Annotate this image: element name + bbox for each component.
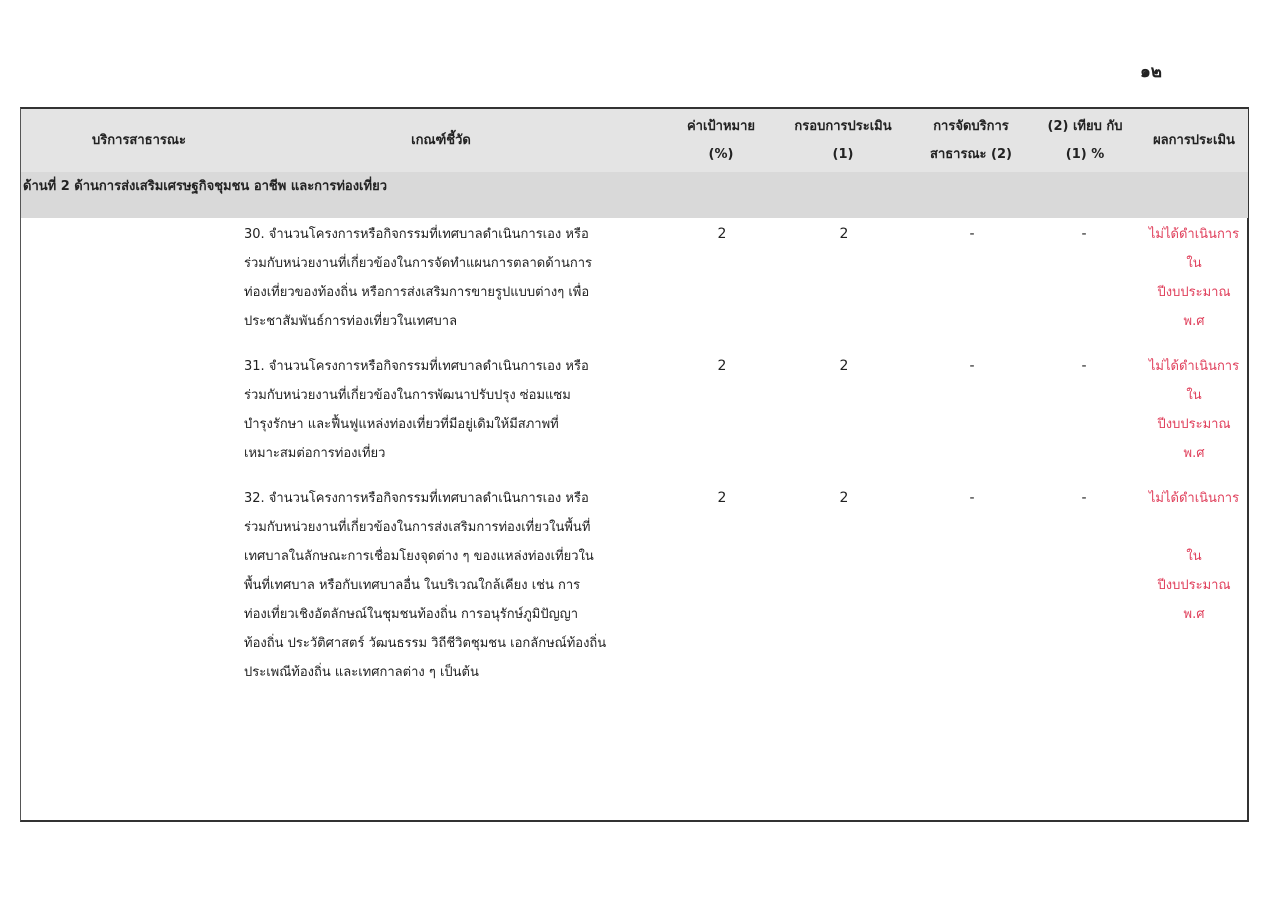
cell-result: ไม่ได้ดำเนินการ ใน ปีงบประมาณ พ.ศ bbox=[1148, 491, 1240, 622]
cell-provision: - bbox=[969, 490, 975, 506]
page-number: ๑๒ bbox=[1140, 62, 1162, 82]
table-row-criteria: 32. จำนวนโครงการหรือกิจกรรมที่เทศบาลดำเนินการเอง หรือ ร่วมกับหน่วยงานที่เกี่ยวข้องในการส่งเสริมการท่องเที่ยวในพื้นที่ เทศบาลในลักษณะการเชื่อมโยงจุดต่าง ๆ ของแหล่งท่องเที่ยวใน พื้นที่เทศบาล หรือกับเทศบาลอื่น ในบริเวณใกล้เคียง เช่น การ ท่องเที่ยวเชิงอัตลักษณ์ในชุมชนท้องถิ่น การอนุรักษ์ภูมิปัญญา ท้องถิ่น ประวัติศาสตร์ วัฒนธรรม วิถีชีวิตชุมชน เอกลักษณ์ท้องถิ่น ประเพณีท้องถิ่น และเทศกาลต่าง ๆ เป็นต้น bbox=[244, 491, 607, 680]
cell-framework: 2 bbox=[839, 490, 849, 506]
cell-compare: - bbox=[1081, 358, 1087, 374]
header-criteria: เกณฑ์ชี้วัด bbox=[411, 133, 471, 148]
header-provision: การจัดบริการ สาธารณะ (2) bbox=[930, 119, 1012, 162]
header-compare: (2) เทียบ กับ (1) % bbox=[1047, 119, 1123, 162]
table-row-criteria: 31. จำนวนโครงการหรือกิจกรรมที่เทศบาลดำเนินการเอง หรือ ร่วมกับหน่วยงานที่เกี่ยวข้องในการพัฒนาปรับปรุง ซ่อมแซม บำรุงรักษา และฟื้นฟูแหล่งท่องเที่ยวที่มีอยู่เดิมให้มีสภาพที่ เหมาะสมต่อการท่องเที่ยว bbox=[244, 359, 589, 461]
cell-framework: 2 bbox=[839, 358, 849, 374]
table-row-criteria: 30. จำนวนโครงการหรือกิจกรรมที่เทศบาลดำเนินการเอง หรือ ร่วมกับหน่วยงานที่เกี่ยวข้องในการจัดทำแผนการตลาดด้านการ ท่องเที่ยวของท้องถิ่น หรือการส่งเสริมการขายรูปแบบต่างๆ เพื่อ ประชาสัมพันธ์การท่องเที่ยวในเทศบาล bbox=[244, 227, 593, 329]
cell-provision: - bbox=[969, 358, 975, 374]
cell-result: ไม่ได้ดำเนินการ ใน ปีงบประมาณ พ.ศ bbox=[1148, 359, 1240, 461]
cell-result: ไม่ได้ดำเนินการ ใน ปีงบประมาณ พ.ศ bbox=[1148, 227, 1240, 329]
cell-target: 2 bbox=[717, 490, 727, 506]
cell-target: 2 bbox=[717, 358, 727, 374]
cell-target: 2 bbox=[717, 226, 727, 242]
cell-framework: 2 bbox=[839, 226, 849, 242]
header-target: ค่าเป้าหมาย (%) bbox=[686, 119, 756, 162]
header-result: ผลการประเมิน bbox=[1153, 133, 1235, 148]
header-framework: กรอบการประเมิน (1) bbox=[794, 119, 892, 162]
cell-provision: - bbox=[969, 226, 975, 242]
cell-compare: - bbox=[1081, 490, 1087, 506]
section-title: ด้านที่ 2 ด้านการส่งเสริมเศรษฐกิจชุมชน อาชีพ และการท่องเที่ยว bbox=[23, 179, 387, 194]
header-service: บริการสาธารณะ bbox=[92, 133, 186, 148]
cell-compare: - bbox=[1081, 226, 1087, 242]
evaluation-table bbox=[20, 107, 1249, 822]
